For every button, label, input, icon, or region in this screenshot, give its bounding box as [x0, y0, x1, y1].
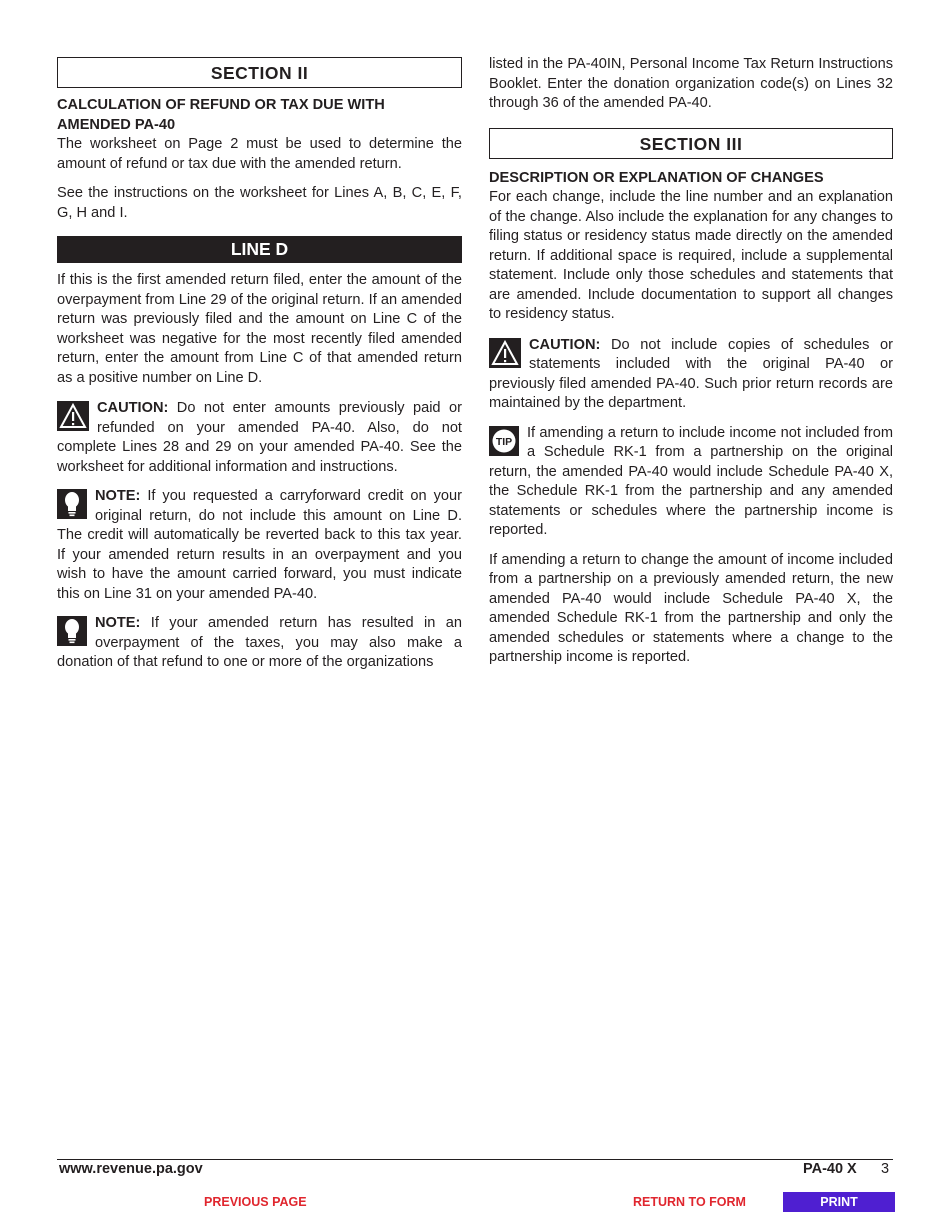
caution-label: CAUTION:: [529, 336, 601, 353]
section-iii-paragraph: For each change, include the line number and an explanation of the change. Also include the explanation for any changes to filing status or residency status made directly on the amended return. If additional space is required, include a supplemental statement. Include only those schedules and statements that are amended. Include documentation to support all changes to residency status.: [489, 189, 893, 322]
section-iii-heading: SECTION III: [489, 128, 893, 159]
caution-triangle-icon: [489, 338, 521, 368]
section-ii-heading: SECTION II: [57, 57, 462, 88]
caution-text: Do not include copies of schedules or statements included with the original PA-40 or previously filed amended PA-40. Such prior return records are maintained by the department.: [489, 336, 893, 411]
note-2-label: NOTE:: [95, 615, 141, 631]
donation-continued-paragraph: listed in the PA-40IN, Personal Income Tax Return Instructions Booklet. Enter the donation organization code(s) on Lines 32 through 36 of the amended PA-40.: [489, 56, 893, 111]
section-iii-subhead: DESCRIPTION OR EXPLANATION OF CHANGES: [489, 169, 824, 186]
note-2-text: If your amended return has resulted in an overpayment of the taxes, you may also make a donation of that refund to one or more of the organizations: [57, 615, 462, 670]
line-d-heading: LINE D: [57, 236, 462, 263]
svg-text:TIP: TIP: [495, 435, 513, 448]
caution-text: Do not enter amounts previously paid or refunded on your amended PA-40. Also, do not complete Lines 28 and 29 on your amended PA-40. See the worksheet for additional information and instructions.: [57, 400, 462, 475]
lightbulb-icon: [57, 489, 87, 519]
section-ii-paragraph-1: The worksheet on Page 2 must be used to determine the amount of refund or tax due with the amended return.: [57, 136, 462, 172]
return-to-form-link[interactable]: RETURN TO FORM: [633, 1195, 746, 1209]
section-iii-caution: [489, 336, 893, 414]
right-column: [489, 55, 893, 668]
line-d-paragraph: If this is the first amended return filed, enter the amount of the overpayment from Line 29 of the original return. If an amended return was previously filed and the amount on Line C of the worksheet was negative for the most recently filed amended return, enter the amount from Line C of that amended return as a positive number on Line D.: [57, 272, 462, 386]
line-d-note-2: [57, 614, 462, 673]
caution-triangle-icon: [57, 401, 89, 431]
footer-form-name: PA-40 X: [803, 1161, 857, 1177]
line-d-note-1: [57, 487, 462, 604]
lightbulb-icon: [57, 616, 87, 646]
note-1-text: If you requested a carryforward credit on your original return, do not include this amount on Line D. The credit will automatically be reverted back to this tax year. If your amended return results in an overpayment and you wish to have the amount carried forward, you must indicate this on Line 31 on your amended PA-40.: [57, 488, 462, 602]
tip-icon: [489, 426, 519, 456]
section-ii-paragraph-2: See the instructions on the worksheet for Lines A, B, C, E, F, G, H and I.: [57, 185, 462, 221]
section-iii-last-paragraph: If amending a return to change the amount of income included from a partnership on a previously amended return, the new amended PA-40 would include Schedule PA-40 X, the amended Schedule RK-1 from the partnership and only the amended schedules or statements where a change to the partnership income is reported.: [489, 551, 893, 665]
line-d-caution: [57, 399, 462, 477]
section-ii-subhead: CALCULATION OF REFUND OR TAX DUE WITH AMENDED PA-40: [57, 97, 385, 133]
footer-page-number: 3: [881, 1161, 890, 1177]
print-button[interactable]: PRINT: [783, 1192, 895, 1212]
caution-label: CAUTION:: [97, 400, 169, 416]
left-column: [57, 55, 462, 673]
footer-divider: [57, 1159, 893, 1160]
section-iii-tip: [489, 424, 893, 541]
tip-text: If amending a return to include income not included from a Schedule RK-1 from a partnership on the original return, the amended PA-40 would include Schedule PA-40 X, the Schedule RK-1 from the partnership and any amended statements or schedules where the partnership income is reported.: [489, 424, 893, 538]
note-1-label: NOTE:: [95, 488, 141, 504]
previous-page-link[interactable]: PREVIOUS PAGE: [204, 1195, 307, 1209]
footer-website: www.revenue.pa.gov: [59, 1161, 203, 1177]
